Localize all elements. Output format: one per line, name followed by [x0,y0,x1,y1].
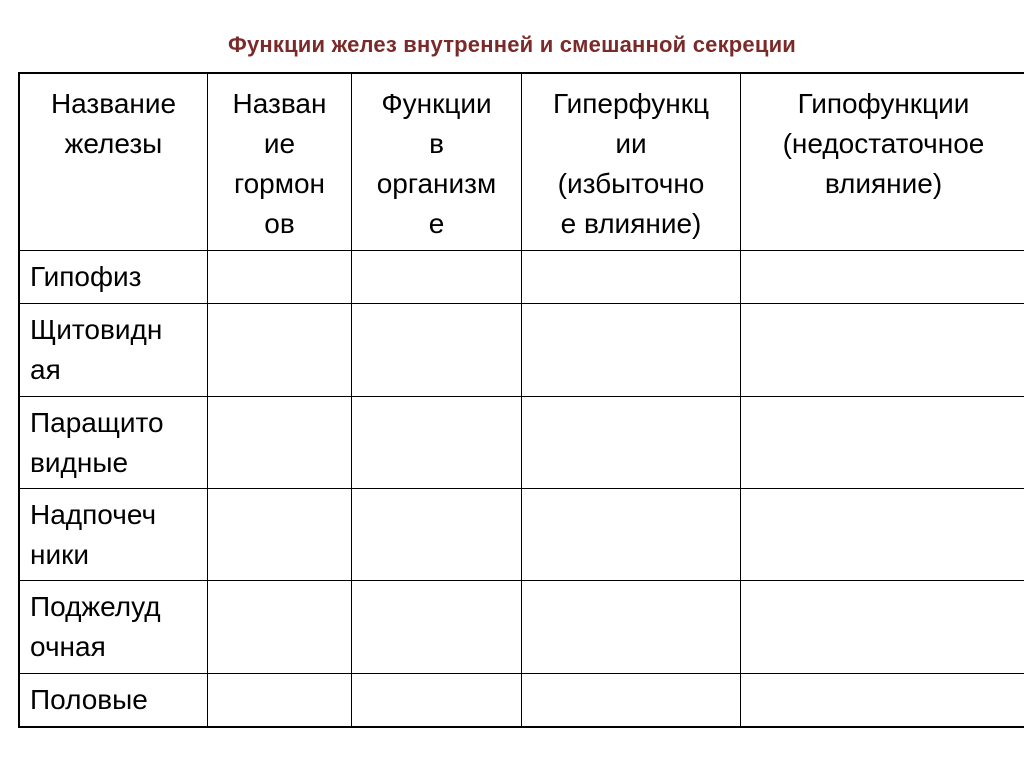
table-cell [522,674,741,728]
table-cell [522,251,741,304]
table-cell [208,397,352,489]
table-cell [522,397,741,489]
gland-name-cell: Щитовидн ая [20,304,208,397]
table-cell [741,397,1024,489]
table-cell [208,304,352,397]
header-hyperfunction: Гиперфункц ии (избыточно е влияние) [522,74,741,251]
table-cell [208,489,352,581]
table-cell [522,304,741,397]
gland-name-cell: Надпочеч ники [20,489,208,581]
table-cell [741,304,1024,397]
table-cell [352,581,522,674]
table-cell [522,581,741,674]
table-cell [352,304,522,397]
gland-name-cell: Гипофиз [20,251,208,304]
table-cell [208,251,352,304]
table-cell [741,581,1024,674]
table-cell [352,674,522,728]
table-cell [741,489,1024,581]
header-gland-name: Название железы [20,74,208,251]
table-cell [352,489,522,581]
gland-name-cell: Половые [20,674,208,728]
page-title: Функции желез внутренней и смешанной секреции [227,32,797,57]
table-cell [522,489,741,581]
table-cell [741,251,1024,304]
gland-name-cell: Паращито видные [20,397,208,489]
table-cell [352,397,522,489]
gland-name-cell: Поджелуд очная [20,581,208,674]
table-cell [741,674,1024,728]
table-cell [352,251,522,304]
header-hormones: Назван ие гормон ов [208,74,352,251]
table-cell [208,581,352,674]
header-functions: Функции в организм е [352,74,522,251]
glands-table [18,72,1024,728]
table-cell [208,674,352,728]
header-hypofunction: Гипофункции (недостаточное влияние) [741,74,1024,251]
